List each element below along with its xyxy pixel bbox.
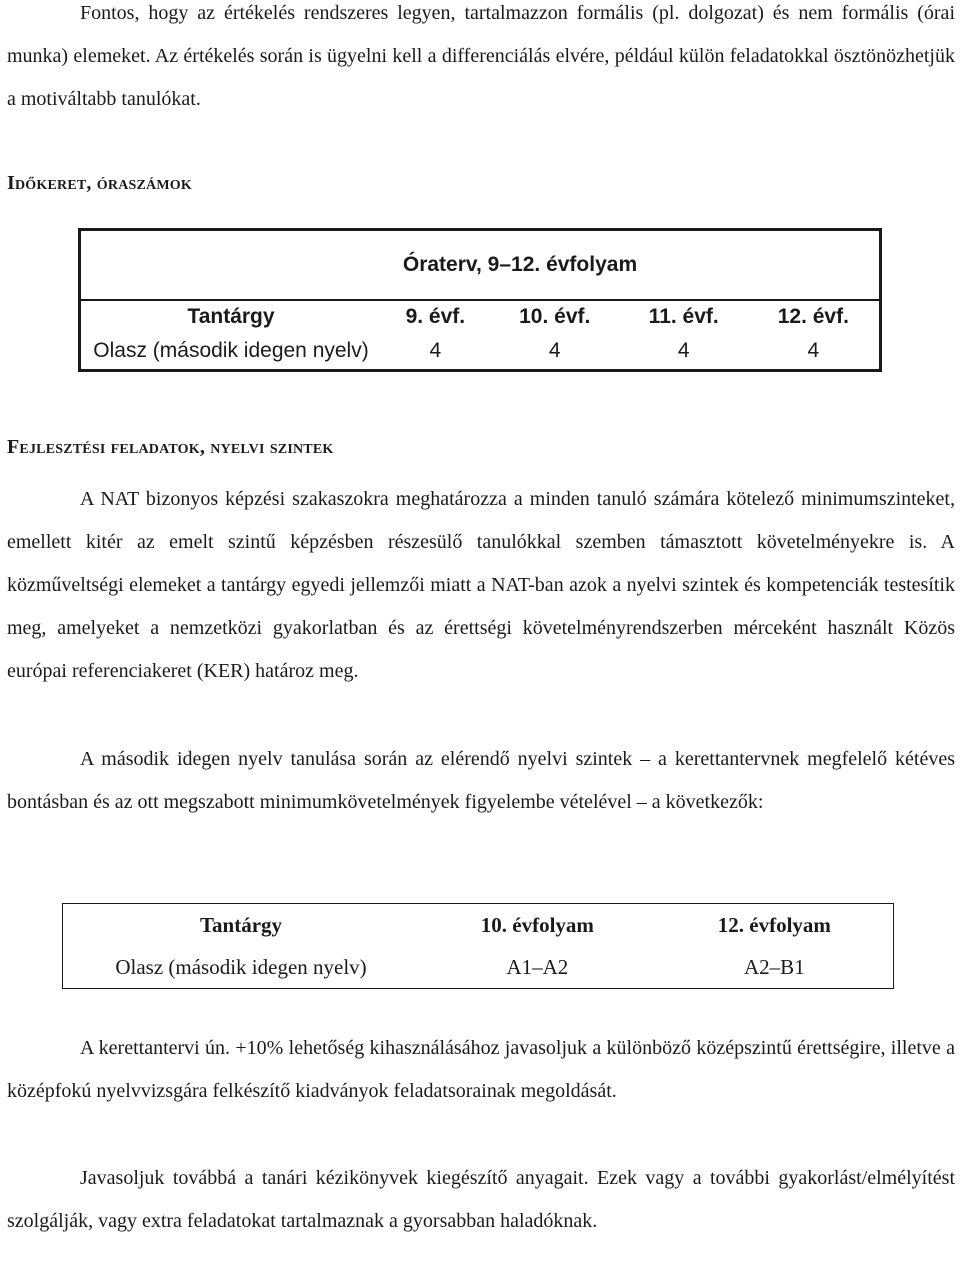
hours-cell: 4: [807, 338, 820, 362]
hours-table-caption-row: [80, 230, 881, 301]
hours-table-header-row: [80, 300, 881, 332]
header-cell: 10. évfolyam: [480, 912, 594, 937]
intro-paragraph: Fontos, hogy az értékelés rendszeres legyen, tartalmazzon formális (pl. dolgozat) és nem formális (órai munka) elemeket. Az értékelés során is ügyelni kell a differenciálás elvére, például külön feladatokkal ösztönözhetjük a motiváltabb tanulókat.: [7, 2, 955, 110]
header-cell: 12. évfolyam: [717, 912, 831, 937]
header-cell: Tantárgy: [80, 300, 382, 332]
body-paragraph: Javasoljuk továbbá a tanári kézikönyvek kiegészítő anyagait. Ezek vagy a további gyakorlást/elmélyítést szolgálják, vagy extra feladatokat tartalmaznak a gyorsabban haladóknak.: [7, 1167, 955, 1232]
section-heading-development: Fejlesztési feladatok, nyelvi szintek: [7, 436, 334, 458]
levels-table: [62, 903, 894, 989]
hours-table: [78, 228, 882, 372]
subject-cell: Olasz (második idegen nyelv): [115, 954, 367, 979]
level-cell: A1–A2: [506, 954, 569, 979]
header-cell: 12. évf.: [748, 300, 881, 332]
header-cell: 11. évf.: [620, 300, 748, 332]
header-cell: 10. évf.: [490, 300, 620, 332]
subject-cell: Olasz (második idegen nyelv): [93, 338, 369, 362]
hours-cell: 4: [677, 338, 690, 362]
level-cell: A2–B1: [744, 954, 805, 979]
header-cell: 9. évf.: [381, 300, 490, 332]
body-paragraph: A kerettantervi ún. +10% lehetőség kihasználásához javasoljuk a különböző középszintű érettségire, illetve a középfokú nyelvvizsgára felkészítő kiadványok feladatsorainak megoldását.: [7, 1037, 955, 1102]
hours-table-caption: Óraterv, 9–12. évfolyam: [402, 253, 638, 276]
levels-table-header-row: [63, 904, 894, 947]
hours-cell: 4: [548, 338, 561, 362]
table-row: [80, 332, 881, 371]
header-cell: Tantárgy: [199, 912, 283, 937]
body-paragraph: A második idegen nyelv tanulása során az elérendő nyelvi szintek – a kerettantervnek megfelelő kétéves bontásban és az ott megszabott minimumkövetelmények figyelembe vételével – a következők:: [7, 748, 955, 813]
body-paragraph: A NAT bizonyos képzési szakaszokra meghatározza a minden tanuló számára kötelező minimumszinteket, emellett kitér az emelt szintű képzésben részesülő tanulókkal szemben támasztott követelményekre is. A közműveltségi elemeket a tantárgy egyedi jellemzői miatt a NAT-ban azok a nyelvi szintek és kompetenciák testesítik meg, amelyeket a nemzetközi gyakorlatban és az érettségi követelményrendszerben mérceként használt Közös európai referenciakeret (KER) határoz meg.: [7, 488, 955, 682]
section-heading-timeframe: Időkeret, óraszámok: [7, 172, 192, 194]
hours-cell: 4: [429, 338, 442, 362]
table-row: [63, 946, 894, 989]
